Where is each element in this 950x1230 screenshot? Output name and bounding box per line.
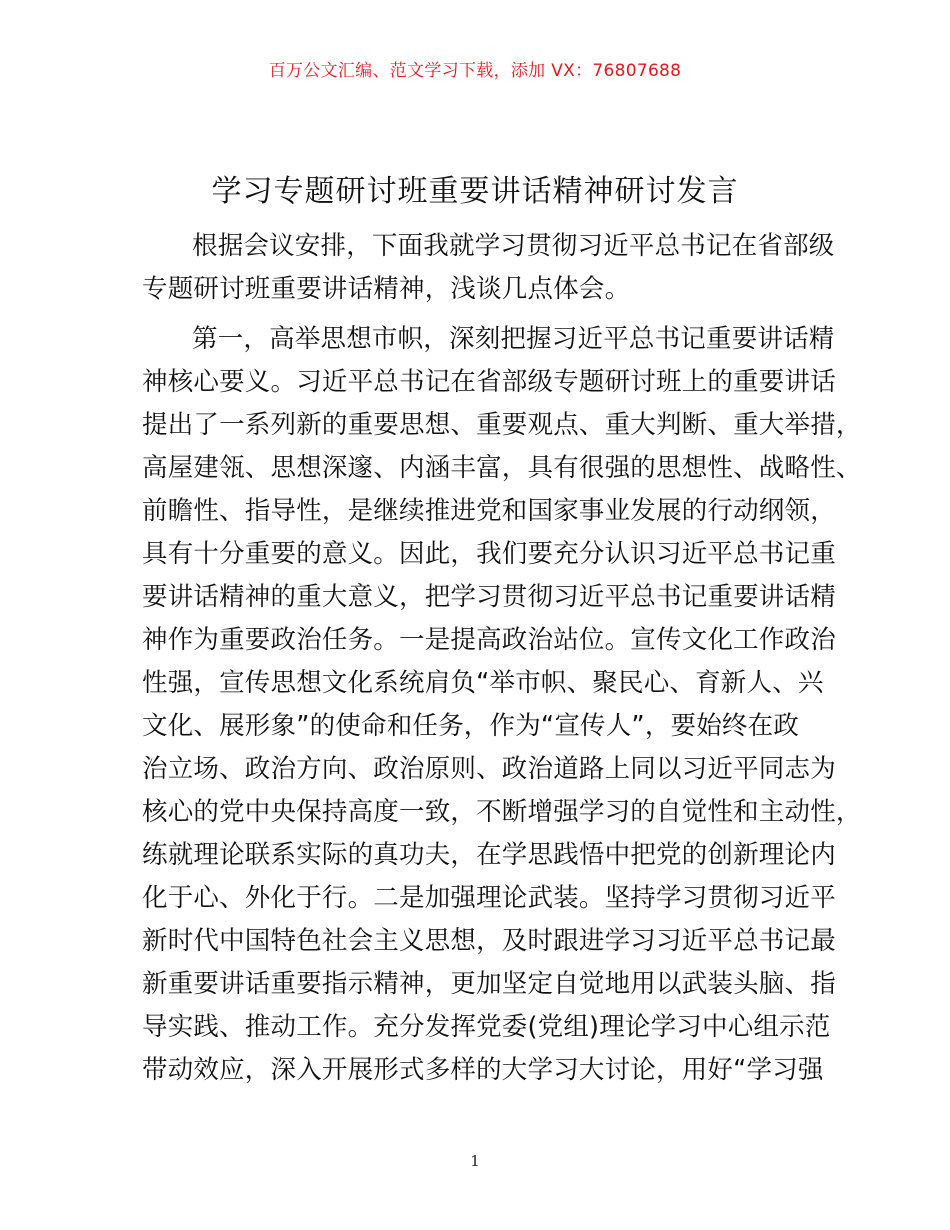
text-line: 治立场、政治方向、政治原则、政治道路上同以习近平同志为 [142, 754, 836, 784]
paragraph-gap [142, 311, 832, 318]
text-line: 要讲话精神的重大意义，把学习贯彻习近平总书记重要讲话精 [142, 582, 836, 612]
text-line: 文化、展形象”的使命和任务，作为“宣传人”，要始终在政 [142, 711, 800, 741]
paragraph [142, 225, 835, 311]
text-line: 前瞻性、指导性，是继续推进党和国家事业发展的行动纲领， [142, 496, 836, 526]
text-line: 根据会议安排，下面我就学习贯彻习近平总书记在省部级 [192, 231, 835, 261]
text-line: 导实践、推动工作。充分发挥党委(党组)理论学习中心组示范 [142, 1012, 831, 1042]
page-number: 1 [470, 1152, 480, 1170]
text-line: 具有十分重要的意义。因此，我们要充分认识习近平总书记重 [142, 539, 836, 569]
text-line: 化于心、外化于行。二是加强理论武装。坚持学习贯彻习近平 [142, 883, 836, 913]
text-line: 核心的党中央保持高度一致，不断增强学习的自觉性和主动性， [142, 797, 862, 827]
text-line: 第一，高举思想市帜，深刻把握习近平总书记重要讲话精 [192, 324, 835, 354]
text-line: 专题研讨班重要讲话精神，浅谈几点体会。 [142, 274, 631, 304]
text-line: 练就理论联系实际的真功夫，在学思践悟中把党的创新理论内 [142, 840, 836, 870]
text-line: 新时代中国特色社会主义思想，及时跟进学习习近平总书记最 [142, 926, 836, 956]
document-title: 学习专题研讨班重要讲话精神研讨发言 [211, 174, 739, 209]
document-body [142, 225, 862, 1092]
text-line: 性强，宣传思想文化系统肩负“举市帜、聚民心、育新人、兴 [142, 668, 824, 698]
watermark-header-note: 百万公文汇编、范文学习下载，添加 VX：76807688 [268, 61, 682, 81]
paragraph [142, 318, 862, 1092]
text-line: 新重要讲话重要指示精神，更加坚定自觉地用以武装头脑、指 [142, 969, 836, 999]
text-line: 高屋建瓴、思想深邃、内涵丰富，具有很强的思想性、战略性、 [142, 453, 862, 483]
text-line: 神核心要义。习近平总书记在省部级专题研讨班上的重要讲话 [142, 367, 836, 397]
text-line: 带动效应，深入开展形式多样的大学习大讨论，用好“学习强 [142, 1055, 824, 1085]
text-line: 神作为重要政治任务。一是提高政治站位。宣传文化工作政治 [142, 625, 836, 655]
text-line: 提出了一系列新的重要思想、重要观点、重大判断、重大举措， [142, 410, 862, 440]
